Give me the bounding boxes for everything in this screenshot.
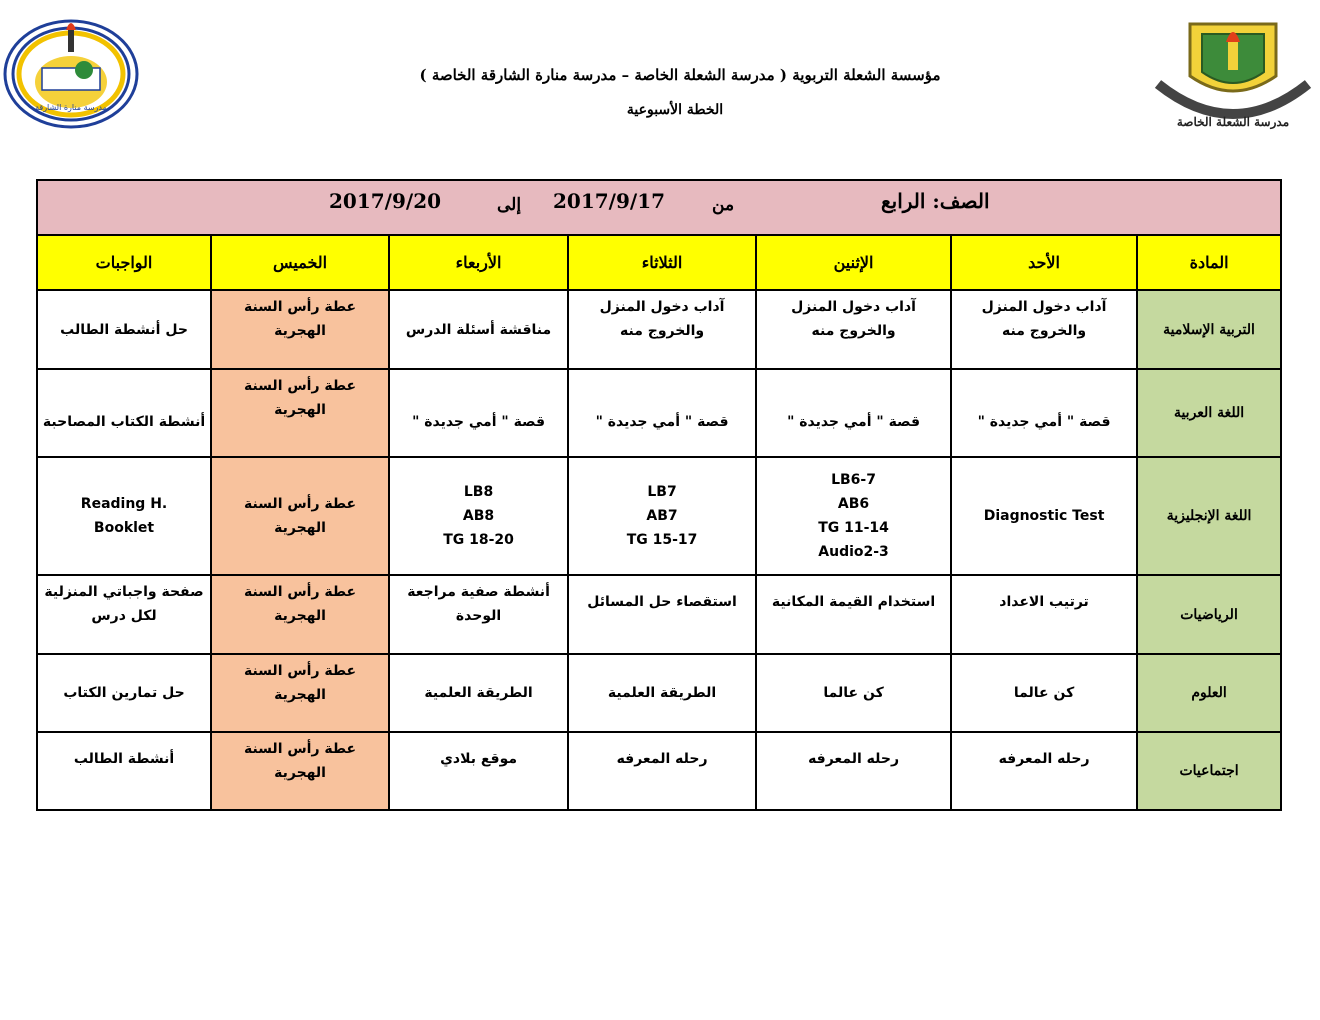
wednesday-cell: الطريقة العلمية xyxy=(389,654,568,732)
sunday-cell: كن عالما xyxy=(951,654,1137,732)
table-row xyxy=(37,732,1281,810)
weekly-plan-table xyxy=(36,179,1282,811)
thursday-cell: عطة رأس السنة الهجرية xyxy=(211,732,389,810)
sunday-cell: قصة " أمي جديدة " xyxy=(951,369,1137,457)
wednesday-cell: أنشطة صفية مراجعة الوحدة xyxy=(389,575,568,654)
col-header-tuesday: الثلاثاء xyxy=(568,235,756,290)
tuesday-cell: استقصاء حل المسائل xyxy=(568,575,756,654)
homework-cell: صفحة واجباتي المنزلية لكل درس xyxy=(37,575,211,654)
monday-cell: كن عالما xyxy=(756,654,951,732)
homework-cell: أنشطة الطالب xyxy=(37,732,211,810)
homework-cell: أنشطة الكتاب المصاحبة xyxy=(37,369,211,457)
manarat-logo-caption: مدرسة منارة الشارقة xyxy=(35,103,107,112)
col-header-sunday: الأحد xyxy=(951,235,1137,290)
table-row xyxy=(37,457,1281,575)
column-header-row xyxy=(37,235,1281,290)
subject-cell: التربية الإسلامية xyxy=(1137,290,1281,369)
col-header-monday: الإثنين xyxy=(756,235,951,290)
homework-cell: حل أنشطة الطالب xyxy=(37,290,211,369)
col-header-wednesday: الأربعاء xyxy=(389,235,568,290)
tuesday-cell: LB7 AB7 TG 15-17 xyxy=(568,457,756,575)
institution-title: مؤسسة الشعلة التربوية ( مدرسة الشعلة الخاصة – مدرسة منارة الشارقة الخاصة ) xyxy=(419,66,941,84)
sunday-cell: آداب دخول المنزل والخروج منه xyxy=(951,290,1137,369)
thursday-cell: عطة رأس السنة الهجرية xyxy=(211,457,389,575)
thursday-cell: عطة رأس السنة الهجرية xyxy=(211,654,389,732)
table-row xyxy=(37,654,1281,732)
wednesday-cell: مناقشة أسئلة الدرس xyxy=(389,290,568,369)
sunday-cell: ترتيب الاعداد xyxy=(951,575,1137,654)
col-header-thursday: الخميس xyxy=(211,235,389,290)
class-label: الصف: الرابع xyxy=(881,189,990,213)
shola-logo-caption: مدرسة الشعلة الخاصة xyxy=(1176,115,1290,129)
col-header-homework: الواجبات xyxy=(37,235,211,290)
subject-cell: اللغة الإنجليزية xyxy=(1137,457,1281,575)
tuesday-cell: رحله المعرفه xyxy=(568,732,756,810)
table-row xyxy=(37,290,1281,369)
tuesday-cell: الطريقة العلمية xyxy=(568,654,756,732)
monday-cell: استخدام القيمة المكانية xyxy=(756,575,951,654)
table-row xyxy=(37,369,1281,457)
monday-cell: رحله المعرفه xyxy=(756,732,951,810)
thursday-cell: عطة رأس السنة الهجرية xyxy=(211,575,389,654)
tuesday-cell: قصة " أمي جديدة " xyxy=(568,369,756,457)
subject-cell: اللغة العربية xyxy=(1137,369,1281,457)
homework-cell: حل تمارين الكتاب xyxy=(37,654,211,732)
thursday-cell: عطة رأس السنة الهجرية xyxy=(211,290,389,369)
sunday-cell: رحله المعرفه xyxy=(951,732,1137,810)
table-row xyxy=(37,575,1281,654)
col-header-subject: المادة xyxy=(1137,235,1281,290)
monday-cell: قصة " أمي جديدة " xyxy=(756,369,951,457)
wednesday-cell: قصة " أمي جديدة " xyxy=(389,369,568,457)
page-title: الخطة الأسبوعية xyxy=(626,102,724,118)
wednesday-cell: موقع بلادي xyxy=(389,732,568,810)
to-label: إلى xyxy=(497,195,522,215)
from-date: 2017/9/17 xyxy=(553,189,666,213)
to-date: 2017/9/20 xyxy=(329,189,442,213)
week-title-bar xyxy=(37,180,1281,235)
tuesday-cell: آداب دخول المنزل والخروج منه xyxy=(568,290,756,369)
homework-cell: Reading H. Booklet xyxy=(37,457,211,575)
monday-cell: LB6-7 AB6 TG 11-14 Audio2-3 xyxy=(756,457,951,575)
wednesday-cell: LB8 AB8 TG 18-20 xyxy=(389,457,568,575)
subject-cell: العلوم xyxy=(1137,654,1281,732)
from-label: من xyxy=(712,195,735,215)
sunday-cell: Diagnostic Test xyxy=(951,457,1137,575)
thursday-cell: عطة رأس السنة الهجرية xyxy=(211,369,389,457)
subject-cell: اجتماعيات xyxy=(1137,732,1281,810)
subject-cell: الرياضيات xyxy=(1137,575,1281,654)
monday-cell: آداب دخول المنزل والخروج منه xyxy=(756,290,951,369)
